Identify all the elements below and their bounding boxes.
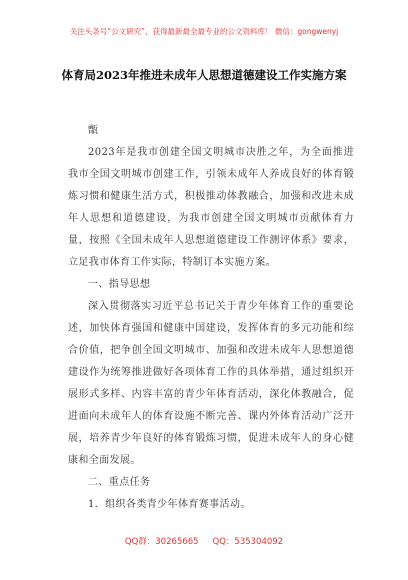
task-item-1: 1．组织各类青少年体育赛事活动。: [88, 499, 251, 510]
document-body: [68, 120, 354, 516]
header-banner: 关注头条号“公文研究”，获得最新最全最专业的公文资料库！ 微信：gongwenyj: [69, 27, 339, 36]
intro-paragraph: 2023年是我市创建全国文明城市决胜之年，为全面推进我市全国文明城市创建工作，引领未成年人养成良好的体育锻炼习惯和健康生活方式，积极推动体教融合，加强和改进未成年人思想和道德建设，为我市创建全国文明城市贡献体育力量，按照《全国未成年人思想道德建设工作测评体系》要求，立足我市体育工作实际，特制订本实施方案。: [68, 147, 354, 268]
salutation: 甑: [88, 125, 99, 136]
guiding-ideology-paragraph: 深入贯彻落实习近平总书记关于青少年体育工作的重要论述，加快体育强国和健康中国建设，发挥体育的多元功能和综合价值，把争创全国文明城市、加强和改进未成年人思想道德建设作为统筹推进做好各项体育工作的具体举措，通过组织开展形式多样、内容丰富的青少年体育活动，深化体教融合，促进面向未成年人的体育设施不断完善、课内外体育活动广泛开展，培养青少年良好的体育锻炼习惯，促进未成年人的身心健康和全面发展。: [68, 301, 354, 466]
document-title: 体育局2023年推进未成年人思想道德建设工作实施方案: [61, 68, 347, 82]
section-heading-guiding-ideology: 一、指导思想: [88, 279, 151, 290]
section-heading-key-tasks: 二、重点任务: [88, 477, 151, 488]
footer-qq: QQ：535304092: [212, 537, 284, 547]
footer-qq-group: QQ群：30265665: [124, 537, 199, 547]
footer-contact: [0, 535, 408, 547]
